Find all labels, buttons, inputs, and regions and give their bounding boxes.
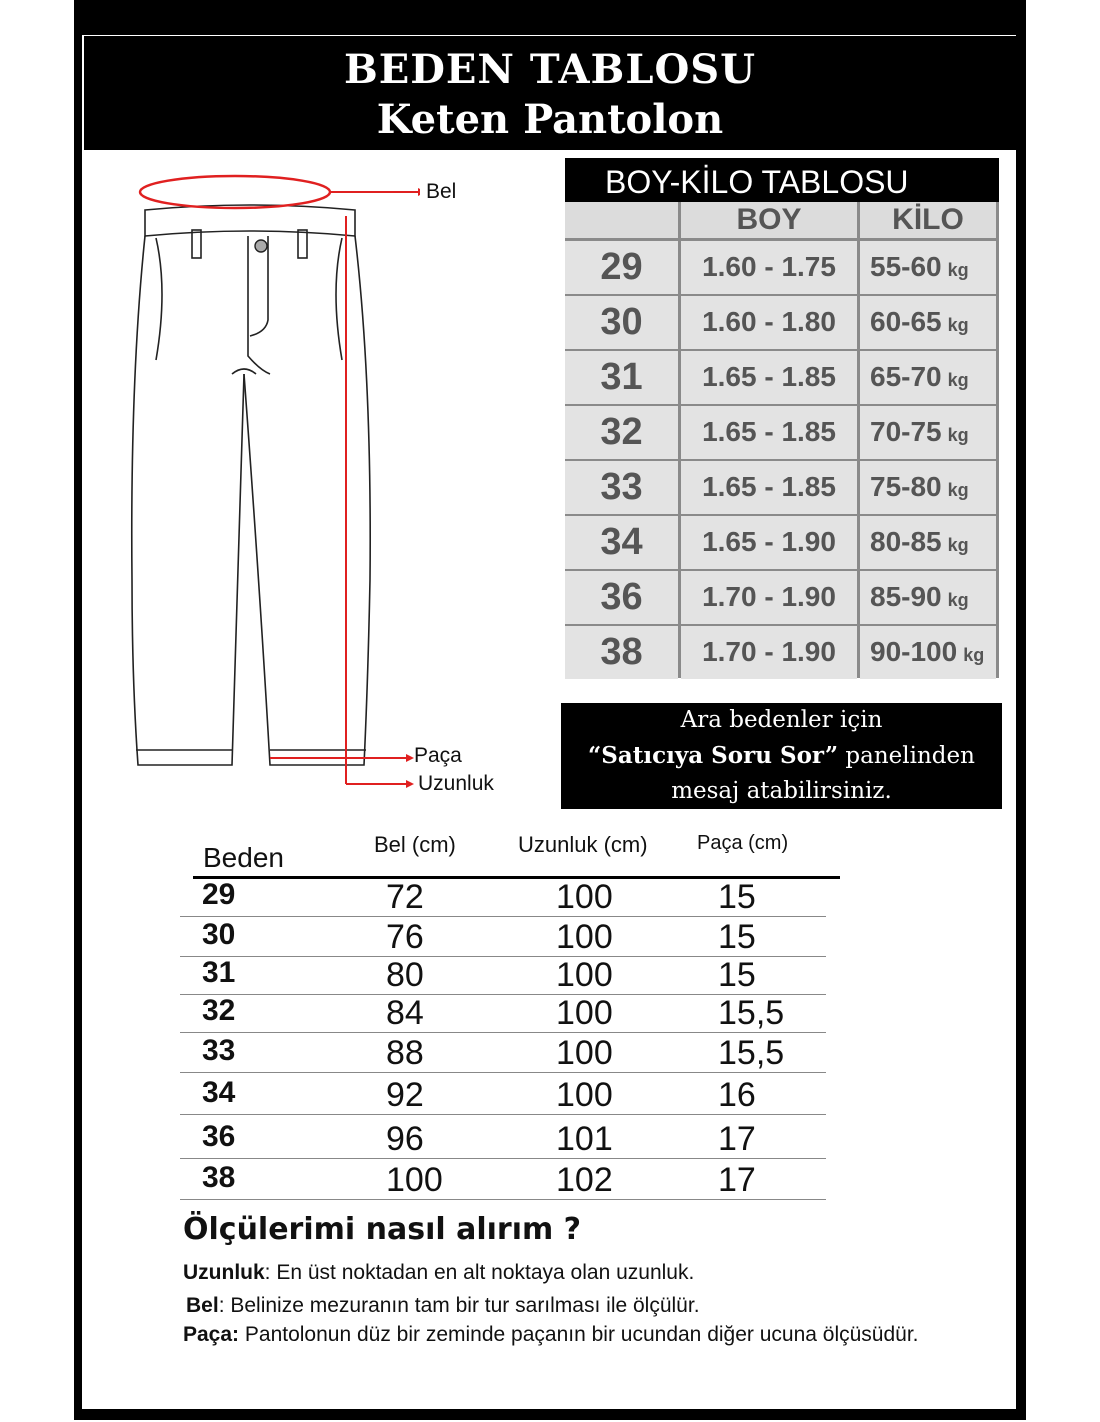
how-bel-text: : Belinize mezuranın tam bir tur sarılması ile ölçülür.	[218, 1294, 700, 1317]
note-line-1: Ara bedenler için	[680, 707, 883, 733]
size-cell: 38	[202, 1161, 236, 1194]
paca-cell: 17	[718, 1120, 756, 1158]
table-row	[180, 918, 828, 958]
uzunluk-cell: 100	[556, 994, 613, 1032]
page-title: BEDEN TABLOSU	[343, 46, 757, 93]
boy-kilo-size: 38	[565, 626, 678, 679]
kilo-range: 90-100	[870, 636, 958, 667]
col-header-uzunluk: Uzunluk (cm)	[518, 832, 648, 857]
col-header-paca: Paça (cm)	[697, 832, 789, 854]
kilo-range: 65-70	[870, 361, 942, 392]
kilo-range: 60-65	[870, 306, 942, 337]
table-row	[180, 1076, 828, 1116]
kilo-value	[860, 626, 996, 679]
table-row	[180, 1034, 828, 1074]
note-line-2	[561, 738, 1002, 774]
kilo-unit: kg	[947, 590, 969, 610]
kilo-unit: kg	[947, 480, 969, 500]
paca-cell: 15	[718, 956, 756, 994]
label-uzunluk: Uzunluk	[418, 772, 494, 795]
row-divider	[180, 1199, 826, 1200]
kilo-value	[860, 516, 996, 569]
kilo-unit: kg	[947, 315, 969, 335]
how-to-measure-title: Ölçülerimi nasıl alırım ?	[183, 1212, 582, 1247]
how-uzunluk-text: : En üst noktadan en alt noktaya olan uzunluk.	[264, 1261, 695, 1284]
boy-kilo-size: 32	[565, 406, 678, 459]
paca-cell: 17	[718, 1161, 756, 1199]
size-cell: 30	[202, 918, 236, 951]
header-banner	[84, 36, 1016, 150]
row-divider	[180, 1114, 826, 1115]
how-uzunluk-label: Uzunluk	[183, 1261, 265, 1284]
kilo-range: 75-80	[870, 471, 942, 502]
uzunluk-cell: 102	[556, 1161, 613, 1199]
note-box	[561, 703, 1002, 809]
size-cell: 32	[202, 994, 236, 1027]
boy-kilo-corner	[565, 202, 678, 238]
kilo-value	[860, 571, 996, 624]
boy-value: 1.70 - 1.90	[681, 571, 857, 624]
size-cell: 29	[202, 878, 236, 911]
boy-value: 1.65 - 1.85	[681, 461, 857, 514]
table-row	[180, 1120, 828, 1160]
boy-kilo-size: 36	[565, 571, 678, 624]
boy-value: 1.60 - 1.75	[681, 241, 857, 294]
boy-kilo-size: 29	[565, 241, 678, 294]
size-cell: 31	[202, 956, 236, 989]
col-header-bel: Bel (cm)	[374, 832, 456, 857]
kilo-unit: kg	[963, 645, 985, 665]
uzunluk-cell: 100	[556, 918, 613, 956]
how-bel	[186, 1291, 986, 1321]
label-bel: Bel	[426, 180, 457, 203]
kilo-unit: kg	[947, 425, 969, 445]
how-bel-label: Bel	[186, 1294, 219, 1317]
size-cell: 33	[202, 1034, 236, 1067]
kilo-value	[860, 296, 996, 349]
note-line-2-rest: panelinden	[838, 743, 975, 769]
bel-cell: 100	[386, 1161, 443, 1199]
uzunluk-cell: 101	[556, 1120, 613, 1158]
bel-cell: 88	[386, 1034, 424, 1072]
boy-value: 1.65 - 1.90	[681, 516, 857, 569]
row-divider	[180, 916, 826, 917]
kilo-range: 70-75	[870, 416, 942, 447]
table-row	[180, 956, 828, 996]
kilo-range: 80-85	[870, 526, 942, 557]
uzunluk-cell: 100	[556, 956, 613, 994]
paca-cell: 16	[718, 1076, 756, 1114]
bel-cell: 76	[386, 918, 424, 956]
bel-cell: 80	[386, 956, 424, 994]
paca-cell: 15,5	[718, 994, 785, 1032]
kilo-range: 85-90	[870, 581, 942, 612]
bel-cell: 96	[386, 1120, 424, 1158]
paca-cell: 15,5	[718, 1034, 785, 1072]
row-divider	[180, 1032, 826, 1033]
boy-kilo-size: 31	[565, 351, 678, 404]
kilo-unit: kg	[947, 370, 969, 390]
paca-cell: 15	[718, 878, 756, 916]
table-row	[180, 994, 828, 1034]
boy-kilo-size: 30	[565, 296, 678, 349]
how-uzunluk	[183, 1258, 983, 1288]
kilo-header: KİLO	[860, 202, 996, 238]
boy-value: 1.65 - 1.85	[681, 406, 857, 459]
uzunluk-cell: 100	[556, 878, 613, 916]
row-divider	[180, 1072, 826, 1073]
bel-cell: 84	[386, 994, 424, 1032]
how-paca	[183, 1320, 983, 1350]
kilo-value	[860, 241, 996, 294]
kilo-range: 55-60	[870, 251, 942, 282]
table-row	[180, 878, 828, 918]
note-line-3: mesaj atabilirsiniz.	[671, 778, 892, 804]
note-seller-link-text: “Satıcıya Soru Sor”	[588, 742, 839, 769]
col-header-beden: Beden	[203, 842, 284, 873]
how-paca-label: Paça:	[183, 1323, 240, 1346]
table-row	[180, 1161, 828, 1201]
uzunluk-cell: 100	[556, 1076, 613, 1114]
kilo-unit: kg	[947, 535, 969, 555]
boy-kilo-size: 34	[565, 516, 678, 569]
how-paca-text: Pantolonun düz bir zeminde paçanın bir ucundan diğer ucuna ölçüsüdür.	[239, 1323, 919, 1346]
row-divider	[180, 1158, 826, 1159]
bel-cell: 92	[386, 1076, 424, 1114]
page-subtitle: Keten Pantolon	[376, 96, 724, 143]
boy-header: BOY	[681, 202, 857, 238]
pants-diagram	[120, 160, 420, 800]
boy-kilo-title: BOY-KİLO TABLOSU	[565, 158, 999, 202]
paca-cell: 15	[718, 918, 756, 956]
boy-kilo-size: 33	[565, 461, 678, 514]
boy-value: 1.70 - 1.90	[681, 626, 857, 679]
boy-kilo-table	[565, 202, 999, 678]
label-paca: Paça	[414, 744, 462, 767]
bel-cell: 72	[386, 878, 424, 916]
kilo-value	[860, 406, 996, 459]
kilo-value	[860, 351, 996, 404]
kilo-value	[860, 461, 996, 514]
uzunluk-cell: 100	[556, 1034, 613, 1072]
boy-value: 1.65 - 1.85	[681, 351, 857, 404]
size-cell: 36	[202, 1120, 236, 1153]
size-cell: 34	[202, 1076, 236, 1109]
boy-value: 1.60 - 1.80	[681, 296, 857, 349]
kilo-unit: kg	[947, 260, 969, 280]
